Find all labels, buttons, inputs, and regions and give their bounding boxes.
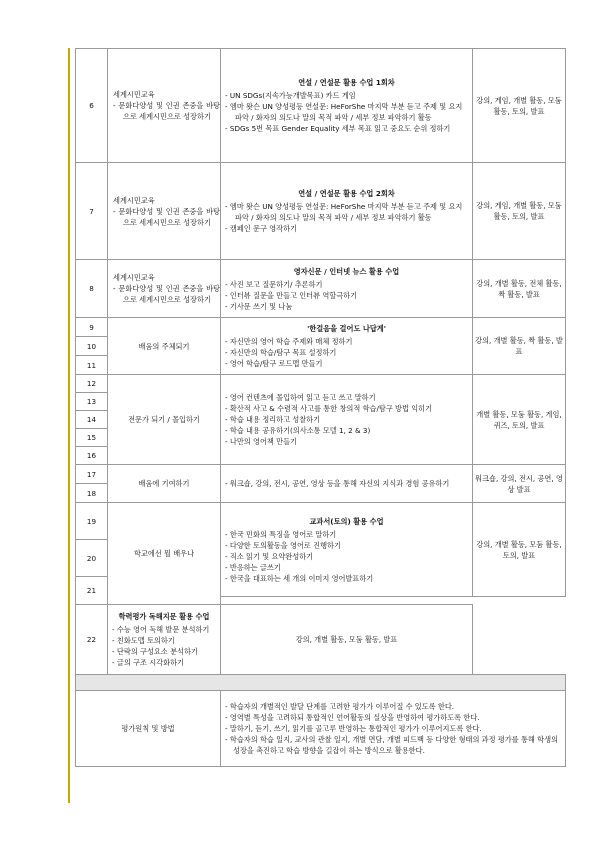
goal-cell: 전문가 되기 / 몰입하기 bbox=[108, 375, 221, 465]
content-item: - 한국을 대표하는 세 개의 이미지 영어발표하기 bbox=[225, 573, 468, 584]
evaluation-item: - 영역별 특성을 고려하되 통합적인 언어활동의 실상을 반영하여 평가하도록 한다. bbox=[225, 712, 561, 723]
content-item: - 자신만의 영어 학습 주제와 매체 정하기 bbox=[225, 336, 468, 347]
goal-cell: 배움에 기여하기 bbox=[108, 465, 221, 503]
margin-accent-line bbox=[68, 48, 70, 803]
activity-cell: 강의, 개별 활동, 전체 활동, 짝 활동, 발표 bbox=[473, 260, 566, 318]
content-item: - 엠마 왓슨 UN 양성평등 연설문: HeForShe 마지막 부분 듣고 주제 및 요지 파악 / 화자의 의도나 말의 목적 파악 / 세부 정보 파악하기 활동 bbox=[225, 201, 468, 223]
week-number: 11 bbox=[76, 356, 108, 375]
content-item: - 자신만의 학습/탐구 목표 설정하기 bbox=[225, 347, 468, 358]
week-number: 10 bbox=[76, 337, 108, 356]
content-item: - SDGs 5번 목표 Gender Equality 세부 목표 읽고 중요도 순위 정하기 bbox=[225, 123, 468, 134]
week-number: 16 bbox=[76, 447, 108, 465]
content-item: - 인터뷰 질문을 만들고 인터뷰 역할극하기 bbox=[225, 290, 468, 301]
goal-title: 세계시민교육 bbox=[113, 195, 155, 205]
content-title: 학력평가 독해지문 활용 수업 bbox=[118, 612, 210, 621]
content-item: - UN SDGs(지속가능개발목표) 카드 게임 bbox=[225, 90, 468, 101]
table-row bbox=[76, 605, 566, 675]
week-number: 20 bbox=[76, 540, 108, 577]
table-row bbox=[76, 163, 566, 260]
goal-item: - 문화다양성 및 인권 존중을 바탕으로 세계시민으로 성장하기 bbox=[113, 283, 220, 305]
week-number: 6 bbox=[76, 49, 108, 163]
content-item: - 글의 구조 시각화하기 bbox=[112, 657, 216, 668]
content-item: - 학습 내용 정리하고 성찰하기 bbox=[225, 414, 468, 425]
table-row bbox=[76, 318, 566, 337]
week-number: 9 bbox=[76, 318, 108, 337]
evaluation-label-text: 평가원칙 및 방법 bbox=[121, 724, 175, 733]
content-item: - 기사문 쓰기 및 나눔 bbox=[225, 301, 468, 312]
goal-cell bbox=[108, 49, 221, 163]
evaluation-item: - 학습자의 학습 일지, 교사의 관찰 일지, 개별 면담, 개별 피드백 등 다양한 형태의 과정 평가를 통해 학생의 성장을 촉진하고 학습 방향을 길잡이 하는 방식으로 활용한다. bbox=[225, 734, 561, 756]
content-item: - 다양한 토의활동을 영어로 진행하기 bbox=[225, 540, 468, 551]
content-item: - 한국 민화의 특징을 영어로 말하기 bbox=[225, 529, 468, 540]
content-title: 연설 / 연설문 활용 수업 2회차 bbox=[298, 189, 395, 198]
week-number: 15 bbox=[76, 429, 108, 447]
activity-cell: 개별 활동, 모둠 활동, 게임, 퀴즈, 토의, 발표 bbox=[473, 375, 566, 465]
goal-cell: 배움의 주체되기 bbox=[108, 318, 221, 375]
week-number: 7 bbox=[76, 163, 108, 260]
content-item: - 반응하는 글쓰기 bbox=[225, 562, 468, 573]
table-row bbox=[76, 260, 566, 318]
content-cell bbox=[221, 465, 473, 503]
content-item: - 워크숍, 강의, 전시, 공연, 영상 등을 통해 자신의 지식과 경험 공유하기 bbox=[225, 478, 468, 489]
content-item: - 친화도맵 토의하기 bbox=[112, 635, 216, 646]
table-row bbox=[76, 49, 566, 163]
content-cell bbox=[221, 375, 473, 465]
content-item: - 확산적 사고 & 수렴적 사고를 통한 창의적 학습/탐구 방법 익히기 bbox=[225, 403, 468, 414]
week-number: 18 bbox=[76, 484, 108, 503]
goal-cell: 학교에선 뭘 배우나 bbox=[108, 503, 221, 605]
content-item: - 단락의 구성요소 분석하기 bbox=[112, 646, 216, 657]
evaluation-content bbox=[221, 691, 566, 767]
evaluation-item: - 말하기, 듣기, 쓰기, 읽기를 골고루 반영하는 통합적인 평가가 이루어지도록 한다. bbox=[225, 723, 561, 734]
activity-cell: 강의, 개별 활동, 모둠 활동, 토의, 발표 bbox=[473, 503, 566, 597]
table-row bbox=[76, 465, 566, 484]
week-number: 14 bbox=[76, 411, 108, 429]
week-number: 12 bbox=[76, 375, 108, 393]
week-number: 21 bbox=[76, 577, 108, 605]
content-cell bbox=[221, 49, 473, 163]
table-row bbox=[76, 503, 566, 540]
content-title: 교과서(토의) 활용 수업 bbox=[309, 516, 384, 526]
content-cell bbox=[221, 260, 473, 318]
curriculum-table-area bbox=[75, 48, 563, 798]
content-title: 영자신문 / 인터넷 뉴스 활용 수업 bbox=[293, 266, 400, 276]
week-number: 19 bbox=[76, 503, 108, 540]
activity-cell: 워크숍, 강의, 전시, 공연, 영상 발표 bbox=[473, 465, 566, 503]
content-title: 연설 / 연설문 활용 수업 1회차 bbox=[298, 78, 395, 87]
goal-item: - 문화다양성 및 인권 존중을 바탕으로 세계시민으로 성장하기 bbox=[113, 206, 220, 228]
goal-item: - 문화다양성 및 인권 존중을 바탕으로 세계시민으로 성장하기 bbox=[113, 100, 220, 122]
content-item: - 영어 컨텐츠에 몰입하여 읽고 듣고 쓰고 말하기 bbox=[225, 392, 468, 403]
table-row bbox=[76, 691, 566, 767]
table-row bbox=[76, 675, 566, 691]
goal-title: 세계시민교육 bbox=[113, 90, 155, 99]
activity-cell: 강의, 게임, 개별 활동, 모둠 활동, 토의, 발표 bbox=[473, 49, 566, 163]
week-number: 17 bbox=[76, 465, 108, 484]
content-item: - 영어 학습/탐구 로드맵 만들기 bbox=[225, 358, 468, 369]
week-number: 22 bbox=[76, 605, 108, 675]
goal-title: 세계시민교육 bbox=[113, 273, 155, 282]
content-title: '한걸음을 걸어도 나답게' bbox=[307, 324, 386, 333]
activity-cell: 강의, 개별 활동, 짝 활동, 발표 bbox=[473, 318, 566, 375]
table-row bbox=[76, 375, 566, 393]
content-item: - 학습 내용 공유하기(의사소통 모델 1, 2 & 3) bbox=[225, 425, 468, 436]
content-item: - 나만의 영어책 만들기 bbox=[225, 436, 468, 447]
activity-cell: 강의, 개별 활동, 모둠 활동, 발표 bbox=[221, 605, 473, 675]
content-item: - 엠마 왓슨 UN 양성평등 연설문: HeForShe 마지막 부분 듣고 주제 및 요지 파악 / 화자의 의도나 말의 목적 파악 / 세부 정보 파악하기 활동 bbox=[225, 101, 468, 123]
goal-cell bbox=[108, 163, 221, 260]
activity-cell: 강의, 게임, 개별 활동, 모둠 활동, 토의, 발표 bbox=[473, 163, 566, 260]
content-cell bbox=[221, 163, 473, 260]
content-cell bbox=[108, 605, 221, 675]
content-item: - 캠페인 문구 영작하기 bbox=[225, 223, 468, 234]
goal-cell bbox=[108, 260, 221, 318]
content-cell bbox=[221, 318, 473, 375]
content-item: - 사진 보고 질문하기/ 추론하기 bbox=[225, 279, 468, 290]
content-cell bbox=[221, 503, 473, 597]
week-number: 13 bbox=[76, 393, 108, 411]
content-item: - 수능 영어 독해 발문 분석하기 bbox=[112, 624, 216, 635]
evaluation-item: - 학습자의 개별적인 발달 단계를 고려한 평가가 이루어질 수 있도록 한다. bbox=[225, 701, 561, 712]
content-item: - 직소 읽기 및 요약완성하기 bbox=[225, 551, 468, 562]
week-number: 8 bbox=[76, 260, 108, 318]
evaluation-label bbox=[76, 691, 221, 767]
curriculum-table bbox=[75, 48, 566, 767]
separator-row bbox=[76, 675, 566, 691]
